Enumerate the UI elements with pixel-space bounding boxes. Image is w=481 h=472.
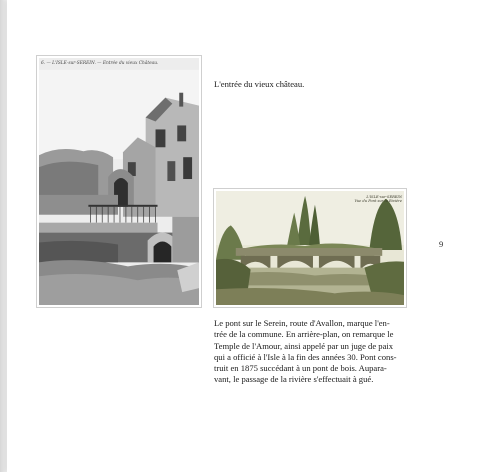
bridge-caption-line: Le pont sur le Serein, route d'Avallon, marque l'en- [214,318,390,328]
castle-caption: L'entrée du vieux château. [214,79,305,89]
bridge-caption-line: truit en 1875 succédant à un pont de bois. Aupara- [214,363,387,374]
bridge-caption-line: Temple de l'Amour, ainsi appelé par un juge de paix [214,340,394,351]
postcard-caption-1: 6. — L'ISLE-sur-SEREIN. — Entrée du vieux Château. [41,61,159,66]
bridge-caption-line: qui a officié à l'Isle à la fin des années 30. Pont cons- [214,351,397,362]
postcard-caption-2-line1: L'ISLE-sur-SEREIN [366,195,402,199]
photo-castle-entrance [36,55,202,308]
postcard-caption-2 [334,195,402,204]
page-number: 9 [439,239,444,249]
bridge-caption-line: trée de la commune. En arrière-plan, on remarque le [214,329,394,340]
page-edge [0,0,7,472]
bridge-image [216,191,404,305]
bridge-caption-line: vant, le passage de la rivière s'effectuait à gué. [214,374,374,385]
bridge-caption [214,318,410,386]
postcard-caption-2-line2: Vue du Pont sur la Rivière [354,199,402,204]
photo-bridge [213,188,407,308]
castle-entrance-image [39,58,199,305]
